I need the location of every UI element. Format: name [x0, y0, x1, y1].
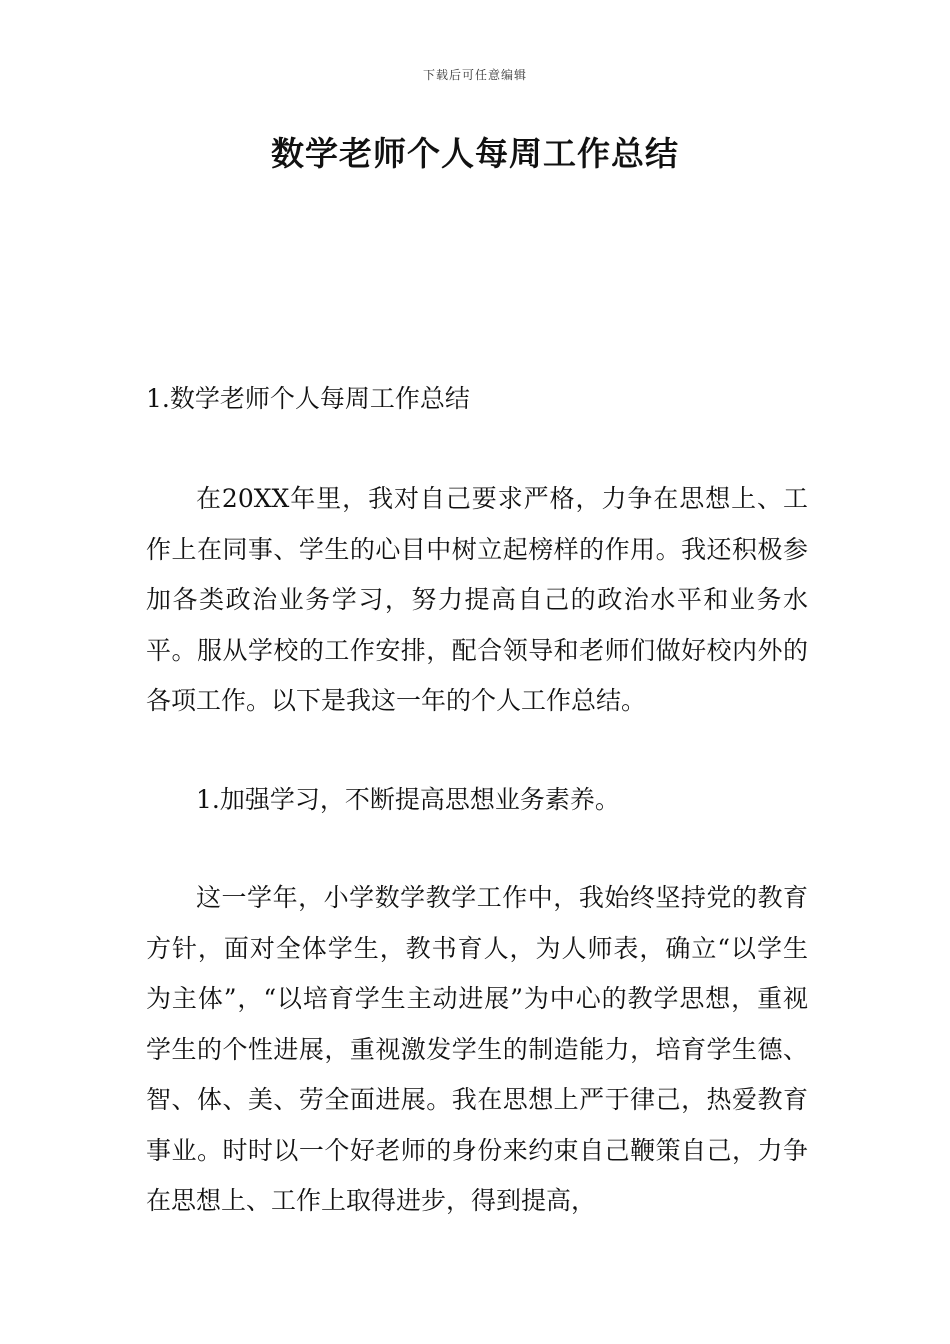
document-title: 数学老师个人每周工作总结 — [271, 134, 679, 173]
paragraph-subheading: 1.加强学习，不断提高思想业务素养。 — [196, 785, 620, 814]
section-heading: 1.数学老师个人每周工作总结 — [146, 384, 470, 413]
paragraph-body: 这一学年，小学数学教学工作中，我始终坚持党的教育方针，面对全体学生，教书育人，为人师表，确立“以学生为主体”，“以培育学生主动进展”为中心的教学思想，重视学生的个性进展，重视激发学生的制造能力，培育学生德、智、体、美、劳全面进展。我在思想上严于律己，热爱教育事业。时时以一个好老师的身份来约束自己鞭策自己，力争在思想上、工作上取得进步，得到提高， — [146, 883, 808, 1215]
paragraph-intro: 在20XX年里，我对自己要求严格，力争在思想上、工作上在同事、学生的心目中树立起榜样的作用。我还积极参加各类政治业务学习，努力提高自己的政治水平和业务水平。服从学校的工作安排，配合领导和老师们做好校内外的各项工作。以下是我这一年的个人工作总结。 — [146, 484, 808, 715]
header-note: 下载后可任意编辑 — [422, 68, 527, 82]
